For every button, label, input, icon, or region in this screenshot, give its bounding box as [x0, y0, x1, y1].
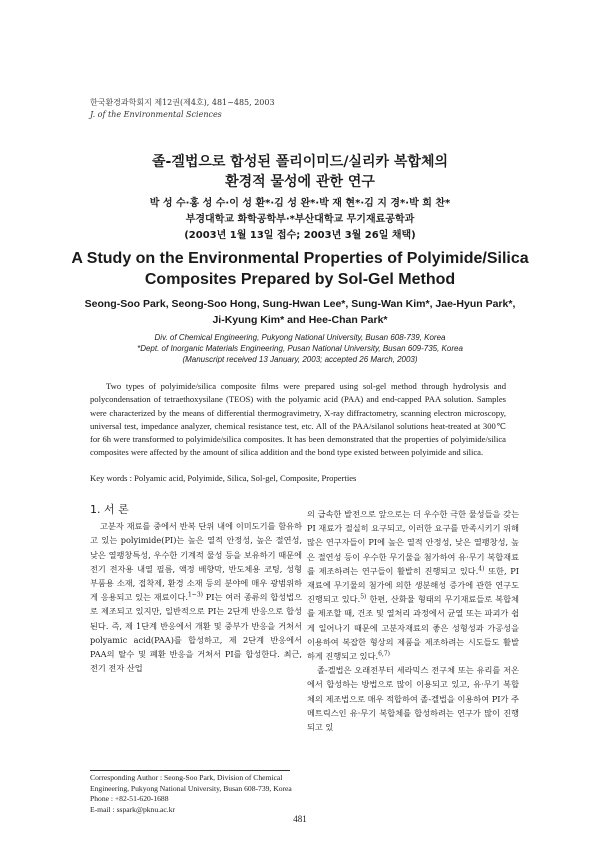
- affiliation-2: *Dept. of Inorganic Materials Engineering, Pusan National University, Busan 609-735, Korea: [137, 344, 463, 353]
- korean-dates: (2003년 1월 13일 접수; 2003년 3월 26일 채택): [184, 230, 416, 241]
- page-number: 481: [293, 814, 307, 824]
- citation-ref: 1~3): [187, 591, 203, 599]
- body-column-right: [307, 507, 519, 734]
- manuscript-dates: (Manuscript received 13 January, 2003; accepted 26 March, 2003): [182, 355, 418, 364]
- english-title-line-1: A Study on the Environmental Properties of Polyimide/Silica: [71, 250, 529, 267]
- body-paragraph: [90, 519, 302, 675]
- body-paragraph: [307, 507, 519, 663]
- korean-authors-block: [0, 196, 600, 244]
- body-text: 고분자 재료를 중에서 반복 단위 내에 이미도기를 함유하고 있는 polyimide(PI)는 높은 열적 안정성, 높은 절연성, 낮은 열팽창특성, 우수한 기계적 물성 등을 보유하기 때문에 전기 전자용 내열 필름, 액정 배향막, 반도체용 코팅, 성형 부품용 소재, 접착제, 환경 소재 등의 분야에 매우 광범위하게 응용되고 있는 재료이다.: [90, 521, 302, 603]
- body-text: PI는 여러 종류의 합성법으로 제조되고 있지만, 일반적으로 PI는 2단계 반응으로 합성된다. 즉, 제 1단계 반응에서 개환 및 중부가 반응을 거쳐서 polyamic acid(PAA)를 합성하고, 제 2단계 반응에서 PAA의 탈수 및 폐환 반응을 거쳐서 PI를 합성한다. 최근, 전기 전자 산업: [90, 592, 302, 674]
- corresponding-author-footnote: [90, 773, 302, 815]
- section-heading: 1. 서 론: [90, 503, 129, 516]
- korean-title-line-1: 졸-겔법으로 합성된 폴리이미드/실리카 복합체의: [151, 154, 449, 170]
- body-paragraph: 졸-겔법은 오래전부터 세라믹스 전구체 또는 유리를 저온에서 합성하는 방법으로 많이 이용되고 있고, 유·무기 복합체의 제조법으로 매우 적합하여 졸-겔법을 이용하여 PI가 주메트릭스인 유·무기 복합체를 합성하려는 연구가 많이 진행되고 있: [307, 665, 519, 733]
- footnote-divider: [90, 770, 290, 771]
- citation-ref: 6,7): [378, 650, 390, 658]
- body-text: 한편, 산화물 형태의 무기재료들로 복합체를 제조할 때, 건조 및 열처리 과정에서 균열 또는 파괴가 쉽게 일어나기 때문에 고분자재료의 좋은 성형성과 가공성을 이용하여 복잡한 형상의 제품을 제조하려는 시도들도 활발하게 진행되고 있다.: [307, 594, 519, 662]
- footnote-author: Corresponding Author : Seong-Soo Park, Division of Chemical Engineering, Pukyong National University, Busan 608-739, Korea: [90, 773, 292, 793]
- journal-header: [90, 97, 275, 121]
- citation-ref: 5): [360, 593, 367, 601]
- english-authors-line-1: Seong-Soo Park, Seong-Soo Hong, Sung-Hwan Lee*, Sung-Wan Kim*, Jae-Hyun Park*,: [84, 298, 516, 310]
- abstract-text: Two types of polyimide/silica composite films were prepared using sol-gel method through hydrolysis and polycondensation of tetraethoxysilane (TEOS) with the polyamic acid (PAA) and end-capped PAA solution. Samples were characterized by the means of differential thermogravimetry, X-ray diffractometry, scanning electron microscopy, universal test, impedance analyzer, chemical resistance test, etc. All of the PAA/silanol solutions heat-treated at 300℃ for 6h were transformed to polyimide/silica composites. It has been demonstrated that the properties of polyimide/silica composites were affected by the amount of silica addition and the bond type existed between polyimide and silica.: [90, 381, 506, 458]
- korean-title: [0, 152, 600, 192]
- english-title: [0, 248, 600, 290]
- english-affiliations: [0, 332, 600, 365]
- abstract: [90, 380, 506, 460]
- english-authors: [0, 296, 600, 328]
- korean-title-line-2: 환경적 물성에 관한 연구: [225, 174, 375, 190]
- body-text: 의 급속한 발전으로 앞으로는 더 우수한 극한 물성들을 갖는 PI 재료가 절실히 요구되고, 이러한 요구를 만족시키기 위해 많은 연구자들이 PI에 높은 열적 안정성, 낮은 열팽창성, 높은 절연성 등이 우수한 무기물을 첨가하여 유·무기 복합재료를 제조하려는 연구들이 활발히 진행되고 있다.: [307, 509, 519, 576]
- body-column-left: [90, 503, 302, 675]
- footnote-email: E-mail : sspark@pknu.ac.kr: [90, 804, 176, 814]
- journal-citation: 한국환경과학회지 제12권(제4호), 481~485, 2003: [90, 98, 275, 107]
- english-title-line-2: Composites Prepared by Sol-Gel Method: [144, 271, 456, 288]
- body-text: 또한, PI 재료에 무기물의 첨가에 의한 생분해성 증가에 관한 연구도 진행되고 있다.: [307, 565, 519, 605]
- english-authors-line-2: Ji-Kyung Kim* and Hee-Chan Park*: [212, 314, 388, 326]
- keywords: Key words : Polyamic acid, Polyimide, Silica, Sol-gel, Composite, Properties: [90, 473, 357, 483]
- korean-authors: 박 성 수·홍 성 수·이 성 환*·김 성 완*·박 재 현*·김 지 경*·박 희 찬*: [149, 198, 451, 209]
- citation-ref: 4): [478, 565, 485, 573]
- korean-affiliations: 부경대학교 화학공학부·*부산대학교 무기재료공학과: [185, 214, 415, 225]
- affiliation-1: Div. of Chemical Engineering, Pukyong National University, Busan 608-739, Korea: [154, 333, 446, 342]
- footnote-phone: Phone : +82-51-620-1688: [90, 794, 169, 803]
- journal-name: J. of the Environmental Sciences: [90, 110, 222, 119]
